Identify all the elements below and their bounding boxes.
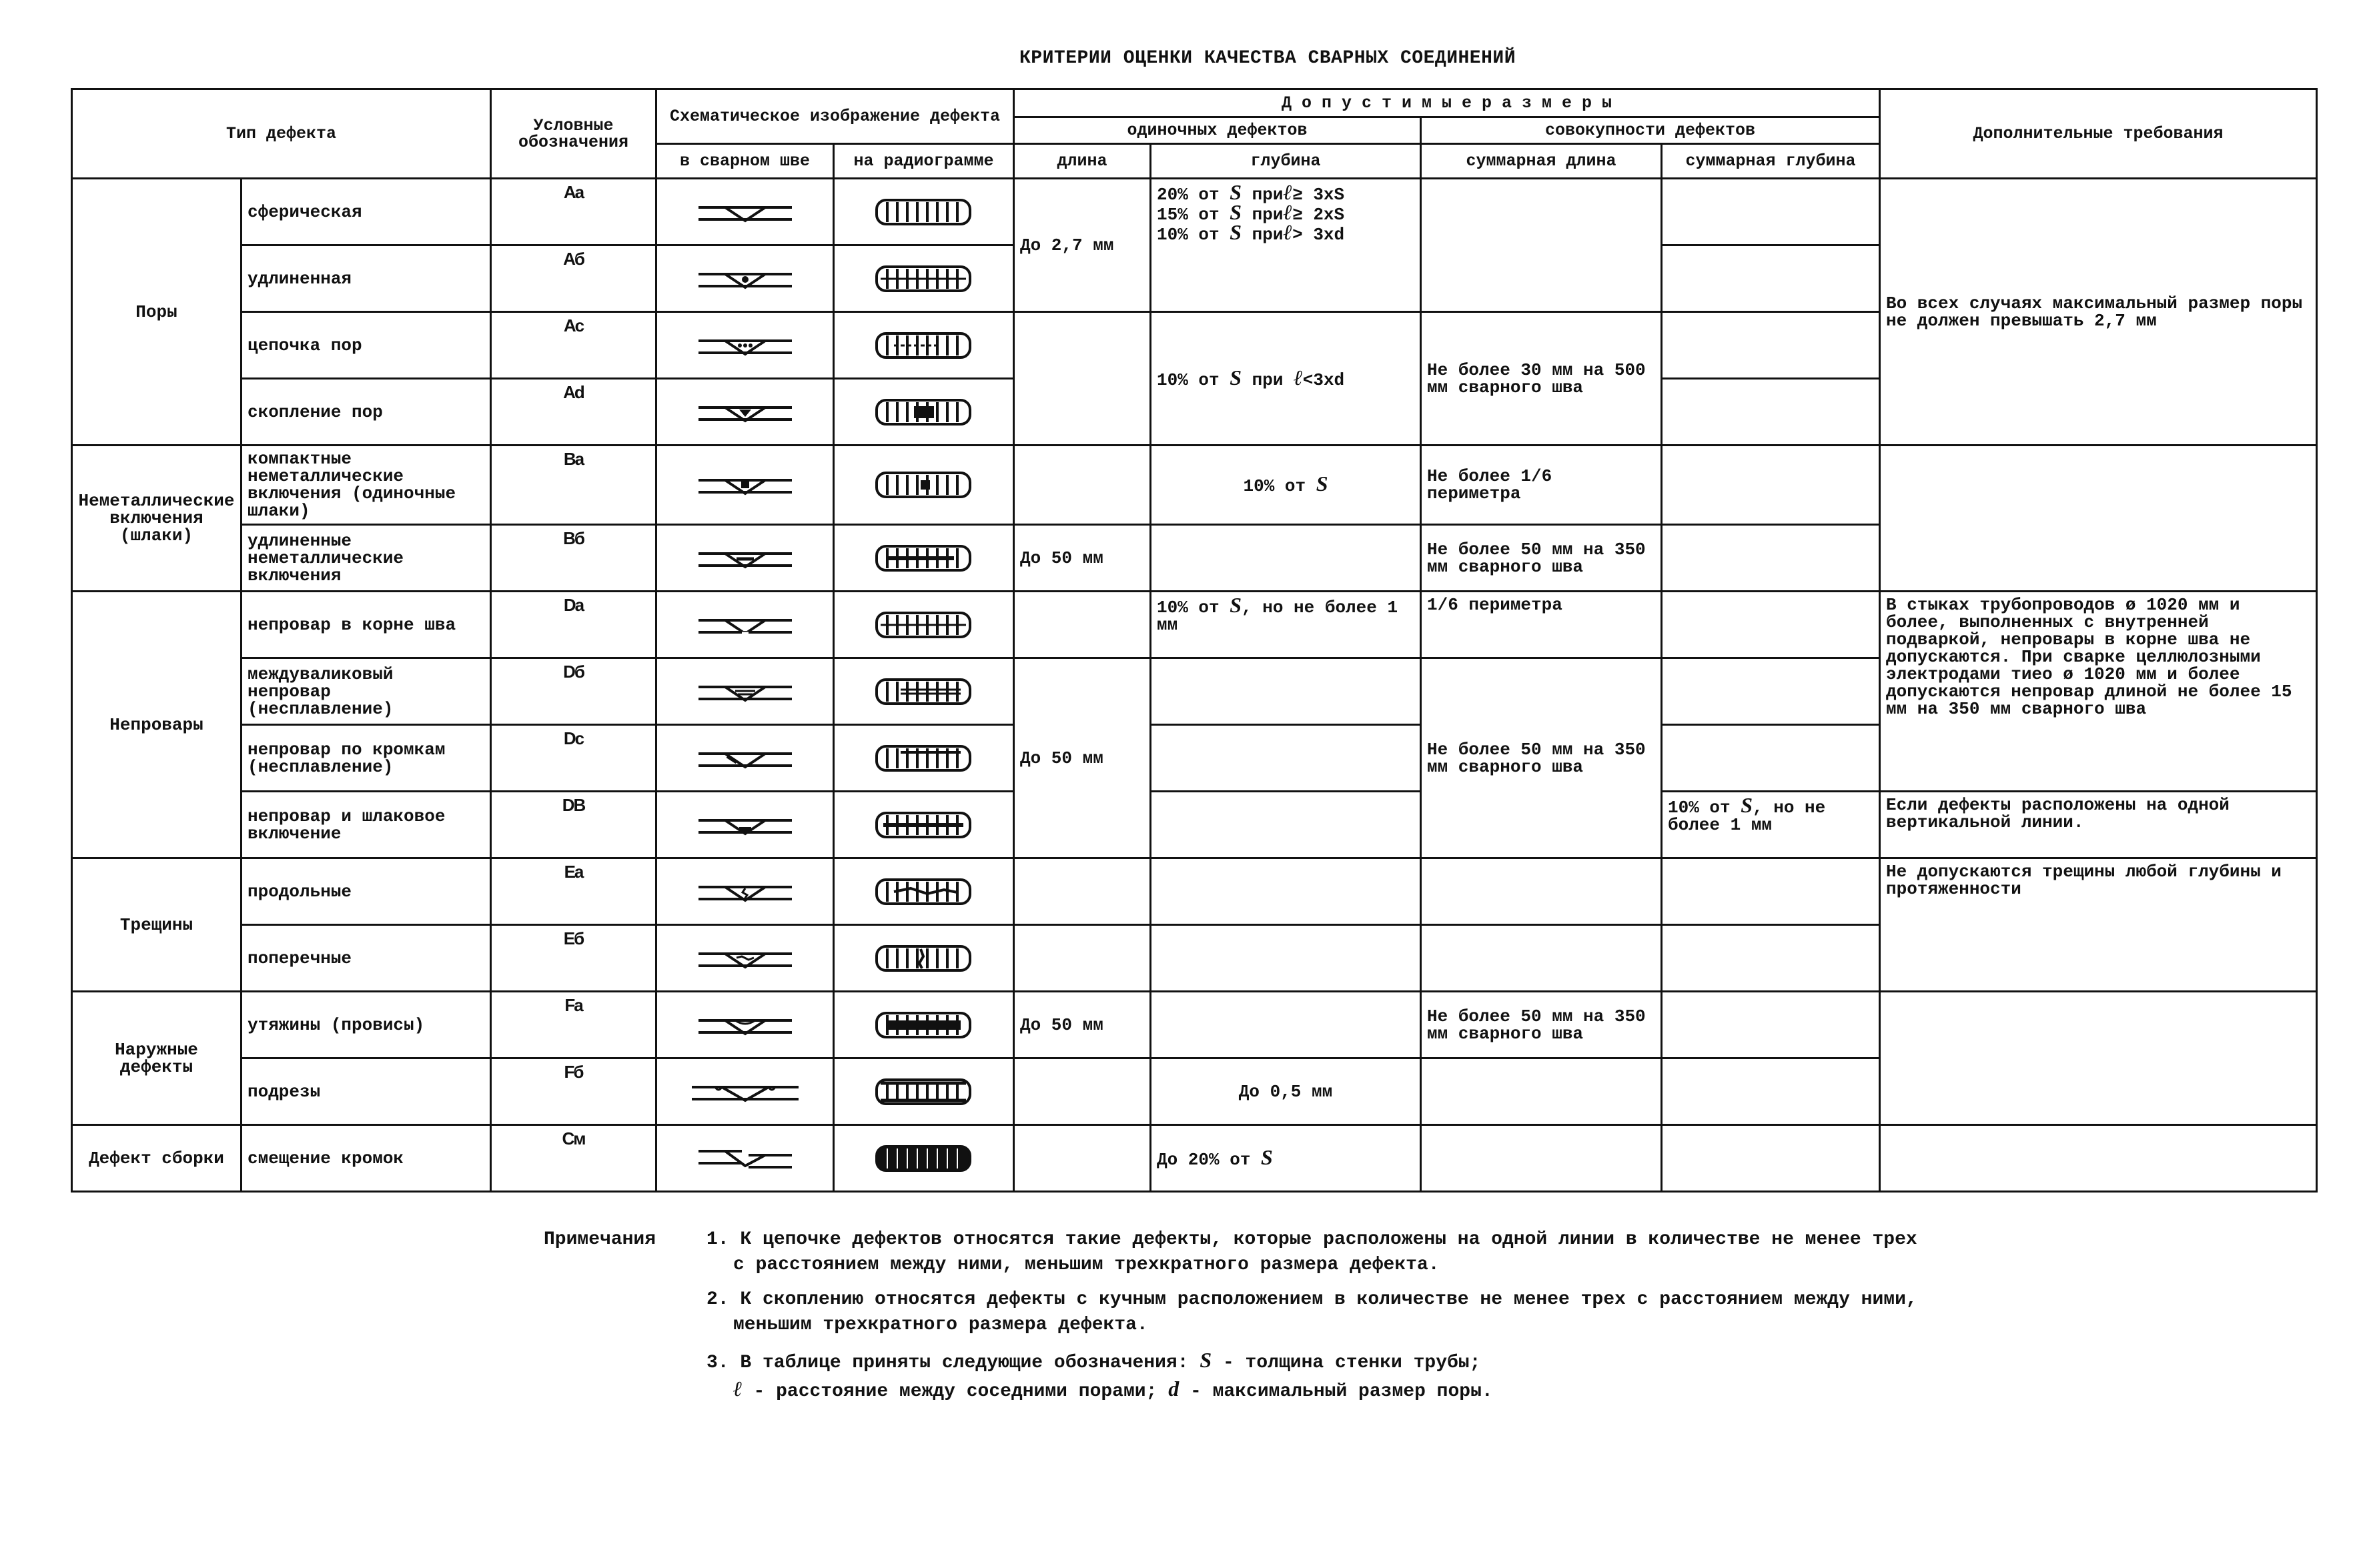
empty-cell (1151, 992, 1421, 1058)
empty-cell (1662, 1125, 1880, 1192)
depth-fb: До 0,5 мм (1151, 1058, 1421, 1125)
weld-section-icon (656, 592, 834, 658)
header-total-depth: суммарная глубина (1662, 144, 1880, 179)
empty-cell (1662, 446, 1880, 525)
row-type: удлиненные неметаллические включения (242, 525, 491, 592)
empty-cell (1421, 1058, 1662, 1125)
depth-line-2: 15% от S приℓ≥ 2xS (1157, 200, 1345, 225)
radiograph-icon (874, 743, 974, 774)
notes-label: Примечания (544, 1229, 656, 1250)
radiograph-icon (834, 1125, 1014, 1192)
criteria-table (71, 88, 2318, 1193)
row-type: продольные (242, 858, 491, 925)
header-cumulative: совокупности дефектов (1421, 117, 1880, 144)
sum-ba: Не более 1/6 периметра (1421, 446, 1662, 525)
weld-section-icon (695, 808, 795, 842)
empty-cell (1014, 312, 1151, 446)
length-lack: До 50 мм (1014, 658, 1151, 858)
weld-section-icon (656, 312, 834, 379)
weld-section-icon (656, 525, 834, 592)
weld-section-icon (695, 1142, 795, 1175)
notes-list (706, 1227, 1921, 1414)
group-pores: Поры (72, 179, 242, 446)
radiograph-icon (834, 245, 1014, 312)
radiograph-icon (874, 1076, 974, 1107)
weld-section-icon (695, 608, 795, 642)
row-symbol: Ac (491, 312, 656, 379)
depth-line-3: 10% от S приℓ> 3xd (1157, 220, 1345, 245)
header-on-radiograph: на радиограмме (834, 144, 1014, 179)
row-symbol: Da (491, 592, 656, 658)
empty-cell (1014, 592, 1151, 658)
empty-cell (1151, 858, 1421, 925)
length-bb: До 50 мм (1014, 525, 1151, 592)
weld-section-icon (695, 675, 795, 708)
depth-line-1: 20% от S приℓ≥ 3xS (1157, 180, 1345, 205)
depth-da: 10% от S, но не более 1 мм (1151, 592, 1421, 658)
empty-cell (1662, 992, 1880, 1058)
sum-fa: Не более 50 мм на 350 мм сварного шва (1421, 992, 1662, 1058)
empty-cell (1662, 179, 1880, 245)
empty-cell (1880, 446, 2317, 592)
weld-section-icon (656, 1058, 834, 1125)
empty-cell (1014, 1058, 1151, 1125)
header-single: одиночных дефектов (1014, 117, 1421, 144)
empty-cell (1014, 1125, 1151, 1192)
group-nonmetal: Неметаллические включения (шлаки) (72, 446, 242, 592)
radiograph-icon (874, 610, 974, 640)
row-type: компактные неметаллические включения (одиночные шлаки) (242, 446, 491, 525)
radiograph-icon (834, 446, 1014, 525)
empty-cell (1880, 992, 2317, 1125)
weld-section-icon (695, 542, 795, 575)
lack-note: В стыках трубопроводов ø 1020 мм и более, выполненных с внутренней подваркой, непровары в корне шва не допускаются. При сварке целлюлозными электродами тиео ø 1020 мм и более допускаются непровар длиной не более 15 мм на 350 мм сварного шва (1880, 592, 2317, 792)
empty-cell (1662, 858, 1880, 925)
row-symbol: DB (491, 792, 656, 858)
weld-section-icon (656, 992, 834, 1058)
row-symbol: Eб (491, 925, 656, 992)
empty-cell (1662, 379, 1880, 446)
radiograph-icon (834, 725, 1014, 792)
header-allowed: Д о п у с т и м ы е р а з м е р ы (1014, 89, 1880, 117)
weld-section-icon (695, 329, 795, 362)
empty-cell (1151, 525, 1421, 592)
row-type: подрезы (242, 1058, 491, 1125)
radiograph-icon (874, 1143, 974, 1174)
weld-section-icon (695, 942, 795, 975)
length-fa: До 50 мм (1014, 992, 1151, 1058)
sum-lack: Не более 50 мм на 350 мм сварного шва (1421, 658, 1662, 858)
row-symbol: Dc (491, 725, 656, 792)
row-type: непровар по кромкам (несплавление) (242, 725, 491, 792)
header-additional: Дополнительные требования (1880, 89, 2317, 179)
cracks-note: Не допускаются трещины любой глубины и протяженности (1880, 858, 2317, 992)
row-type: сферическая (242, 179, 491, 245)
radiograph-icon (874, 1010, 974, 1040)
sum-chain: Не более 30 мм на 500 мм сварного шва (1421, 312, 1662, 446)
db-note: Если дефекты расположены на одной вертикальной линии. (1880, 792, 2317, 858)
empty-cell (1662, 658, 1880, 725)
empty-cell (1662, 725, 1880, 792)
empty-cell (1151, 792, 1421, 858)
header-total-length: суммарная длина (1421, 144, 1662, 179)
row-symbol: Ad (491, 379, 656, 446)
radiograph-icon (874, 470, 974, 500)
weld-section-icon (656, 446, 834, 525)
empty-cell (1662, 525, 1880, 592)
weld-section-icon (656, 792, 834, 858)
header-in-weld: в сварном шве (656, 144, 834, 179)
group-assembly: Дефект сборки (72, 1125, 242, 1192)
radiograph-icon (834, 658, 1014, 725)
sum-da: 1/6 периметра (1421, 592, 1662, 658)
row-type: цепочка пор (242, 312, 491, 379)
radiograph-icon (834, 379, 1014, 446)
depth-dbs: 10% от S, но не более 1 мм (1662, 792, 1880, 858)
empty-cell (1662, 245, 1880, 312)
empty-cell (1151, 658, 1421, 725)
row-symbol: Bб (491, 525, 656, 592)
page-title: КРИТЕРИИ ОЦЕНКИ КАЧЕСТВА СВАРНЫХ СОЕДИНЕНИЙ (1019, 48, 1516, 69)
row-symbol: Ea (491, 858, 656, 925)
length-pores: До 2,7 мм (1014, 179, 1151, 312)
radiograph-icon (834, 312, 1014, 379)
row-symbol: Aa (491, 179, 656, 245)
empty-cell (1662, 312, 1880, 379)
weld-section-icon (656, 1125, 834, 1192)
radiograph-icon (874, 876, 974, 907)
row-symbol: Ba (491, 446, 656, 525)
note-2: 2. К скоплению относятся дефекты с кучным расположением в количестве не менее трех с расстоянием между ними, меньшим трехкратного размера дефекта. (706, 1289, 1917, 1335)
row-type: удлиненная (242, 245, 491, 312)
row-type: утяжины (провисы) (242, 992, 491, 1058)
radiograph-icon (874, 810, 974, 840)
radiograph-icon (874, 676, 974, 707)
depth-chain: 10% от S при ℓ<3xd (1151, 312, 1421, 446)
empty-cell (1421, 1125, 1662, 1192)
empty-cell (1151, 925, 1421, 992)
header-symbol: Условные обозначения (491, 89, 656, 179)
row-type: скопление пор (242, 379, 491, 446)
empty-cell (1421, 179, 1662, 312)
radiograph-icon (834, 592, 1014, 658)
header-length: длина (1014, 144, 1151, 179)
empty-cell (1880, 1125, 2317, 1192)
weld-section-icon (695, 742, 795, 775)
empty-cell (1662, 1058, 1880, 1125)
radiograph-icon (834, 992, 1014, 1058)
radiograph-icon (834, 1058, 1014, 1125)
radiograph-icon (834, 858, 1014, 925)
pores-note: Во всех случаях максимальный размер поры не должен превышать 2,7 мм (1880, 179, 2317, 446)
radiograph-icon (834, 179, 1014, 245)
weld-section-icon (656, 379, 834, 446)
empty-cell (1014, 446, 1151, 525)
radiograph-icon (874, 330, 974, 361)
weld-section-icon (656, 858, 834, 925)
empty-cell (1662, 592, 1880, 658)
weld-section-icon (695, 1008, 795, 1042)
weld-section-icon (695, 875, 795, 908)
radiograph-icon (874, 397, 974, 428)
empty-cell (1151, 725, 1421, 792)
note-1: 1. К цепочке дефектов относятся такие дефекты, которые расположены на одной линии в количестве не менее трех с расстоянием между ними, меньшим трехкратного размера дефекта. (706, 1229, 1917, 1275)
empty-cell (1014, 925, 1151, 992)
group-external: Наружные дефекты (72, 992, 242, 1125)
sum-bb: Не более 50 мм на 350 мм сварного шва (1421, 525, 1662, 592)
radiograph-icon (834, 792, 1014, 858)
radiograph-icon (834, 925, 1014, 992)
weld-section-icon (656, 725, 834, 792)
weld-section-icon (656, 658, 834, 725)
radiograph-icon (874, 263, 974, 294)
weld-section-icon (695, 262, 795, 295)
row-type: смещение кромок (242, 1125, 491, 1192)
radiograph-icon (874, 197, 974, 227)
depth-cm: До 20% от S (1151, 1125, 1421, 1192)
weld-section-icon (688, 1075, 802, 1108)
weld-section-icon (656, 925, 834, 992)
weld-section-icon (695, 195, 795, 229)
row-type: поперечные (242, 925, 491, 992)
depth-ba: 10% от S (1151, 446, 1421, 525)
group-lack-of-penetration: Непровары (72, 592, 242, 858)
header-schematic: Схематическое изображение дефекта (656, 89, 1014, 144)
weld-section-icon (695, 468, 795, 502)
weld-section-icon (695, 396, 795, 429)
row-symbol: Cм (491, 1125, 656, 1192)
header-type: Тип дефекта (72, 89, 491, 179)
row-symbol: Aб (491, 245, 656, 312)
group-cracks: Трещины (72, 858, 242, 992)
empty-cell (1662, 925, 1880, 992)
weld-section-icon (656, 245, 834, 312)
row-symbol: Dб (491, 658, 656, 725)
note-3: 3. В таблице приняты следующие обозначения: S - толщина стенки трубы; ℓ - расстояние между соседними порами; d - максимальный размер поры. (706, 1348, 1493, 1402)
empty-cell (1014, 858, 1151, 925)
radiograph-icon (834, 525, 1014, 592)
header-depth: глубина (1151, 144, 1421, 179)
empty-cell (1421, 858, 1662, 925)
empty-cell (1421, 925, 1662, 992)
radiograph-icon (874, 943, 974, 974)
row-type: междуваликовый непровар (несплавление) (242, 658, 491, 725)
row-symbol: Fб (491, 1058, 656, 1125)
depth-pores (1151, 179, 1421, 312)
weld-section-icon (656, 179, 834, 245)
row-symbol: Fa (491, 992, 656, 1058)
radiograph-icon (874, 543, 974, 574)
row-type: непровар в корне шва (242, 592, 491, 658)
row-type: непровар и шлаковое включение (242, 792, 491, 858)
